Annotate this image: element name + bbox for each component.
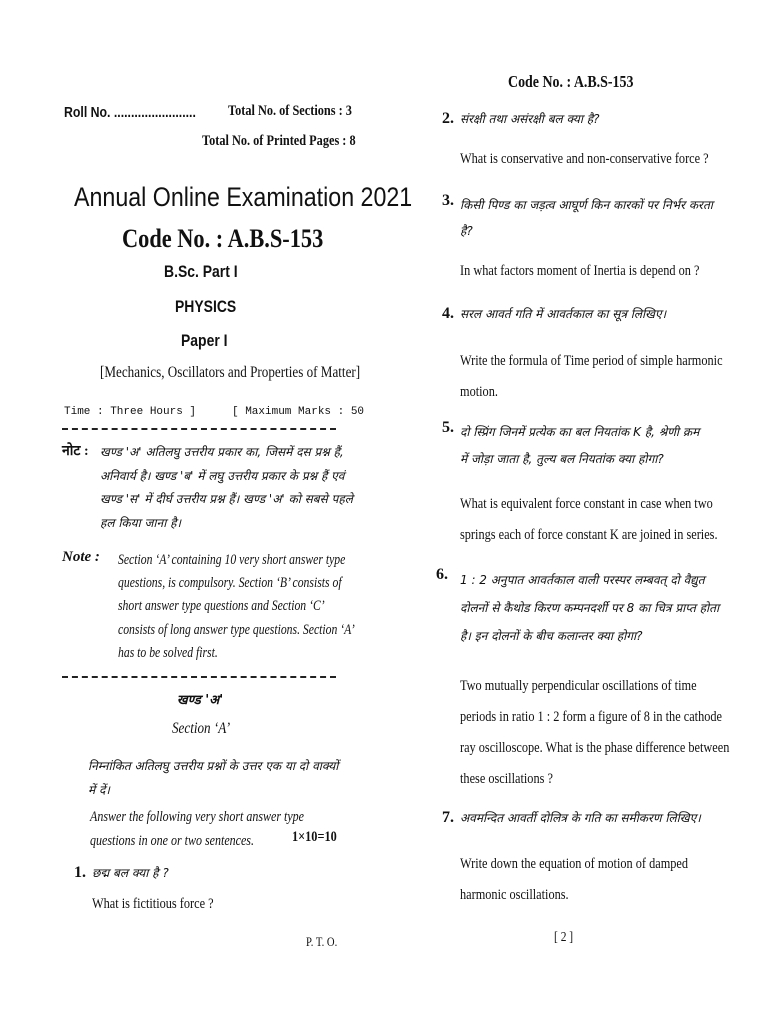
note-en-line: questions, is compulsory. Section ‘B’ consists of [118,575,342,592]
question-hindi: सरल आवर्त गति में आवर्तकाल का सूत्र लिखिए। [460,307,667,321]
question-number: 7. [442,809,454,826]
question-english [460,346,768,408]
question-en-line: motion. [460,384,498,400]
note-en-line: has to be solved first. [118,644,218,661]
question-hindi [460,192,713,244]
question-en-line: springs each of force constant K are joined in series. [460,527,718,543]
question-hi-line: है। इन दोलनों के बीच कलान्तर क्या होगा? [460,629,643,643]
question-en-line: ray oscilloscope. What is the phase difference between [460,740,730,756]
class-name: B.Sc. Part I [164,262,238,281]
note-hi-label: नोट : [62,444,89,459]
question-hi-line: में जोड़ा जाता है, तुल्य बल नियतांक क्या होगा? [460,452,664,466]
instruction-hindi [88,754,338,802]
question-en-line: What is equivalent force constant in case when two [460,496,713,512]
code-number-header: Code No. : A.B.S-153 [508,72,634,91]
note-hi-line: खण्ड 'अ' अतिलघु उत्तरीय प्रकार का, जिसमें दस प्रश्न हैं, [100,445,344,459]
note-hi-line: खण्ड 'स' में दीर्घ उत्तरीय प्रश्न हैं। खण्ड 'अ' को सबसे पहले [100,492,353,506]
section-title: Section ‘A’ [172,720,231,737]
question-hi-line: किसी पिण्ड का जड़त्व आघूर्ण किन कारकों पर निर्भर करता [460,198,713,212]
question-english [460,489,768,551]
divider-bottom [62,676,336,678]
question-en-line: Write the formula of Time period of simple harmonic [460,353,723,369]
question-hindi: छद्म बल क्या है ? [92,866,169,880]
question-en-line: these oscillations ? [460,771,553,787]
maximum-marks: [ Maximum Marks : 50 [232,406,365,418]
code-number: Code No. : A.B.S-153 [122,224,324,253]
question-en-line: periods in ratio 1 : 2 form a figure of 8 in the cathode [460,709,722,725]
note-english [118,549,422,665]
marks-allocation: 1×10=10 [292,829,337,845]
question-english: What is conservative and non-conservative force ? [460,151,709,167]
question-hi-line: है? [460,224,473,238]
question-number: 6. [436,566,448,583]
section-title-hindi: खण्ड 'अ' [177,693,224,708]
question-hindi: संरक्षी तथा असंरक्षी बल क्या है? [460,112,600,126]
note-en-line: consists of long answer type questions. Section ‘A’ [118,621,355,638]
question-number: 5. [442,419,454,436]
right-page [384,0,768,1024]
paper-number: Paper I [181,331,228,350]
divider-top [62,428,336,430]
footer-pto: P. T. O. [306,934,338,949]
roll-no: Roll No. ........................ [64,104,196,121]
paper-topics: [Mechanics, Oscillators and Properties of Matter] [100,364,361,381]
question-number: 4. [442,305,454,322]
instruction-en-line: questions in one or two sentences. [90,833,254,849]
exam-title: Annual Online Examination 2021 [74,182,413,212]
note-en-label: Note : [62,549,100,565]
instruction-en-line: Answer the following very short answer type [90,809,304,825]
note-en-line: Section ‘A’ containing 10 very short answer type [118,552,346,568]
question-english [460,671,768,795]
question-hi-line: दोलनों से कैथोड किरण कम्पनदर्शी पर 8 का चित्र प्राप्त होता [460,601,720,615]
question-en-line: harmonic oscillations. [460,887,569,903]
note-hi-line: अनिवार्य है। खण्ड 'ब' में लघु उत्तरीय प्रकार के प्रश्न हैं एवं [100,468,345,483]
question-en-line: Write down the equation of motion of damped [460,856,689,872]
total-sections: Total No. of Sections : 3 [228,103,352,119]
question-english [460,849,738,911]
instruction-hi-line: में दें। [88,783,110,797]
note-hi-line: हल किया जाना है। [100,515,182,530]
question-english: In what factors moment of Inertia is depend on ? [460,263,700,279]
exam-time: Time : Three Hours ] [64,406,197,418]
question-english: What is fictitious force ? [92,896,214,912]
question-hindi: अवमन्दित आवर्ती दोलित्र के गति का समीकरण लिखिए। [460,811,701,825]
total-pages: Total No. of Printed Pages : 8 [202,133,356,149]
question-en-line: Two mutually perpendicular oscillations of time [460,678,697,694]
question-hi-line: दो स्प्रिंग जिनमें प्रत्येक का बल नियतांक K है, श्रेणी क्रम [460,425,700,439]
question-hi-line: 1 : 2 अनुपात आवर्तकाल वाली परस्पर लम्बवत् दो वैद्युत [460,573,705,587]
instruction-hi-line: निम्नांकित अतिलघु उत्तरीय प्रश्नों के उत्तर एक या दो वाक्यों [88,759,339,773]
question-number: 3. [442,192,454,209]
subject: PHYSICS [175,297,237,316]
note-en-line: short answer type questions and Section ‘C’ [118,598,325,615]
question-hindi [460,566,719,650]
page-number: [ 2 ] [554,930,574,945]
question-number: 2. [442,110,454,127]
question-number: 1. [74,864,86,881]
note-hindi [100,441,353,535]
question-hindi [460,419,699,473]
